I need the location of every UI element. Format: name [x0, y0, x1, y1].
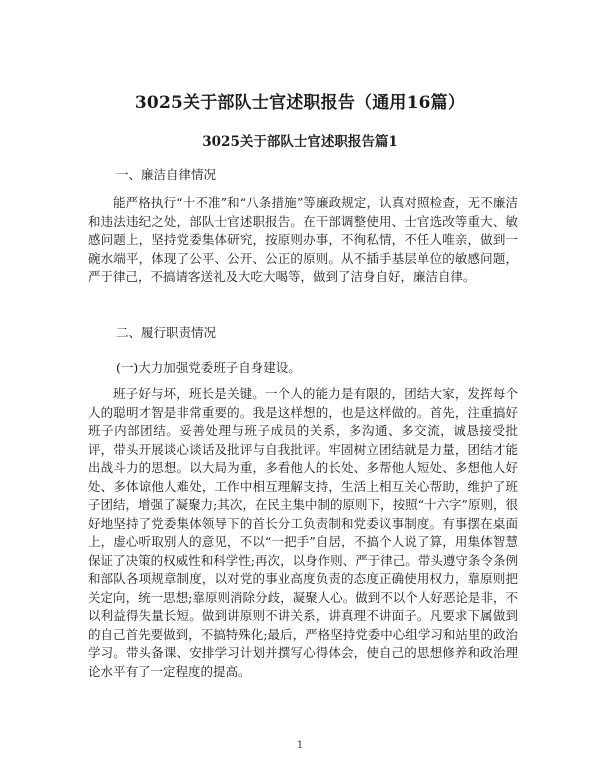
paragraph-integrity: 能严格执行“十不准”和“八条措施”等廉政规定，认真对照检查，无不廉洁和违法违纪之处，部队士官述职报告。在干部调整使用、士官选改等重大、敏感问题上，坚持党委集体研究，按原则办事，不徇私情，不任人唯亲，做到一碗水端平，体现了公平、公开、公正的原则。从不插手基层单位的敏感问题，严于律己，不搞请客送礼及大吃大喝等，做到了洁身自好，廉洁自律。 — [88, 195, 518, 284]
document-title: 3025关于部队士官述职报告（通用16篇） — [134, 93, 466, 113]
heading-duties: 二、履行职责情况 — [116, 325, 217, 340]
page-number: 1 — [296, 740, 304, 751]
subheading-party-committee: (一)大力加强党委班子自身建设。 — [116, 360, 301, 375]
section-title: 3025关于部队士官述职报告篇1 — [202, 134, 398, 150]
paragraph-party-committee: 班子好与坏，班长是关键。一个人的能力是有限的，团结大家，发挥每个人的聪明才智是非常重要的。我是这样想的，也是这样做的。首先，注重搞好班子内部团结。妥善处理与班子成员的关系，多沟通、多交流，诚恳接受批评，带头开展谈心谈话及批评与自我批评。牢固树立团结就是力量，团结才能出战斗力的思想。以大局为重，多看他人的长处、多帮他人短处、多想他人好处、多体谅他人难处，工作中相互理解支持，生活上相互关心帮助，维护了班子团结，增强了凝聚力;其次，在民主集中制的原则下，按照“十六字”原则，很好地坚持了党委集体领导下的首长分工负责制和党委议事制度。有事摆在桌面上，虚心听取别人的意见，不以“一把手”自居，不搞个人说了算，用集体智慧保证了决策的权威性和科学性;再次，以身作则、严于律己。带头遵守条令条例和部队各项规章制度，以对党的事业高度负责的态度正确使用权力，靠原则把关定向，统一思想;靠原则消除分歧，凝聚人心。做到不以个人好恶论是非，不以利益得失量长短。做到讲原则不讲关系，讲真理不讲面子。凡要求下属做到的自己首先要做到，不搞特殊化;最后，严格坚持党委中心组学习和站里的政治学习。带头备课、安排学习计划并撰写心得体会，使自己的思想修养和政治理论水平有了一定程度的提高。 — [88, 386, 518, 679]
heading-integrity: 一、廉洁自律情况 — [116, 167, 217, 182]
